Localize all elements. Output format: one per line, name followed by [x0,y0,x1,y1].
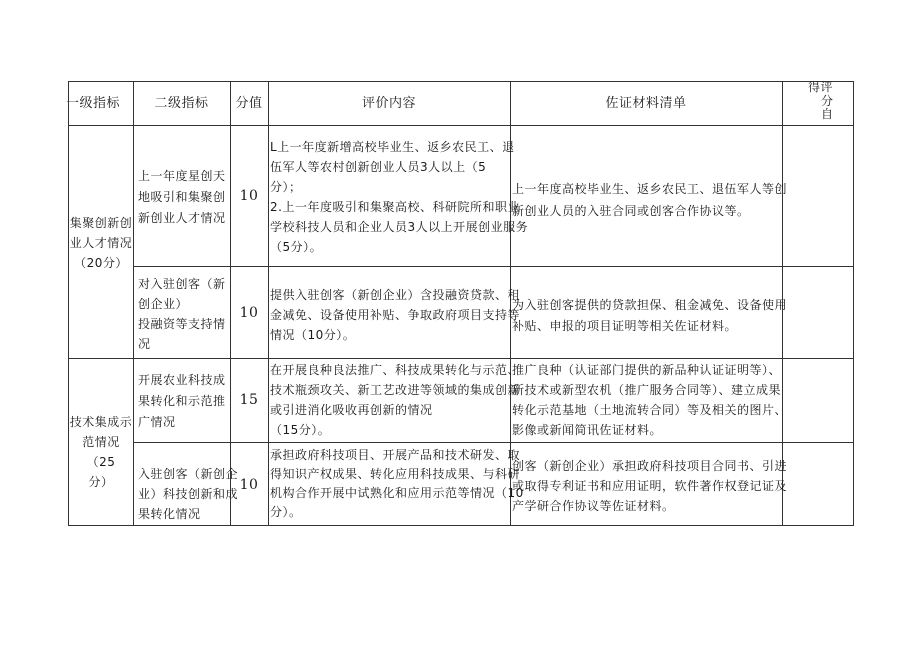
table-row-divider [133,442,854,443]
score-value: 10 [239,188,259,204]
header-evaluation-content: 评价内容 [361,96,416,111]
evidence-list: 推广良种（认证部门提供的新品种认证证明等）、 新技术或新型农机（推广服务合同等）、建立成果 转化示范基地（土地流转合同）等及相关的图片、 影像或新闻简讯佐证材料。 [512,363,788,437]
level2-indicator: 上一年度星创天 地吸引和集聚创 新创业人才情况 [138,169,226,225]
header-self-score-top: 得评 [808,80,834,94]
evaluation-content: 承担政府科技项目、开展产品和技术研发、取 得知识产权成果、转化应用科技成果、与科研 机构合作开展中试熟化和应用示范等情况（10 分）。 [270,448,524,519]
table-border-bottom [68,525,854,526]
level2-indicator: 入驻创客（新创企 业）科技创新和成 果转化情况 [138,467,239,521]
table-header-divider [68,125,854,126]
header-evidence-list: 佐证材料清单 [605,96,687,111]
table-border-top [68,81,854,82]
level2-indicator: 对入驻创客（新 创企业） 投融资等支持情 况 [138,277,226,351]
evidence-list: 创客（新创企业）承担政府科技项目合同书、引进 或取得专利证书和应用证明，软件著作权登记证及 产学研合作协议等佐证材料。 [512,459,788,513]
score-value: 10 [239,477,259,493]
header-self-score-bot: 自 [821,107,834,121]
header-self-score-mid: 分 [821,94,834,108]
table-column-divider [133,81,134,525]
header-level1-indicator: 一级指标 [66,96,121,111]
table-row-divider [133,266,854,267]
score-value: 10 [239,305,259,321]
evaluation-content: 提供入驻创客（新创企业）含投融资贷款、租 金减免、设备使用补贴、争取政府项目支持等 情况（10分）。 [270,288,521,342]
level2-indicator: 开展农业科技成 果转化和示范推 广情况 [138,373,226,429]
header-level2-indicator: 二级指标 [154,96,209,111]
level1-indicator-talent: 集聚创新创 业人才情况 （20分） [69,216,133,270]
table-border-right [853,81,854,525]
evaluation-content: 在开展良种良法推广、科技成果转化与示范、 技术瓶颈攻关、新工艺改进等领域的集成创新 或引进消化吸收再创新的情况 （15分）。 [270,363,521,437]
table-column-divider [268,81,269,525]
header-score: 分值 [235,96,263,111]
evaluation-content: L上一年度新增高校毕业生、返乡农民工、退 伍军人等农村创新创业人员3人以上（5 分）； 2.上一年度吸引和集聚高校、科研院所和职业 学校科技人员和企业人员3人以上开展创业服务 （5分）。 [270,140,529,254]
table-group-divider [68,358,854,359]
evidence-list: 上一年度高校毕业生、返乡农民工、退伍军人等创 新创业人员的入驻合同或创客合作协议等。 [512,182,788,218]
evidence-list: 为入驻创客提供的贷款担保、租金减免、设备使用 补贴、申报的项目证明等相关佐证材料。 [512,298,788,333]
level1-indicator-tech: 技术集成示 范情况（25 分） [69,415,133,489]
score-value: 15 [239,392,259,408]
table-column-divider [230,81,231,525]
